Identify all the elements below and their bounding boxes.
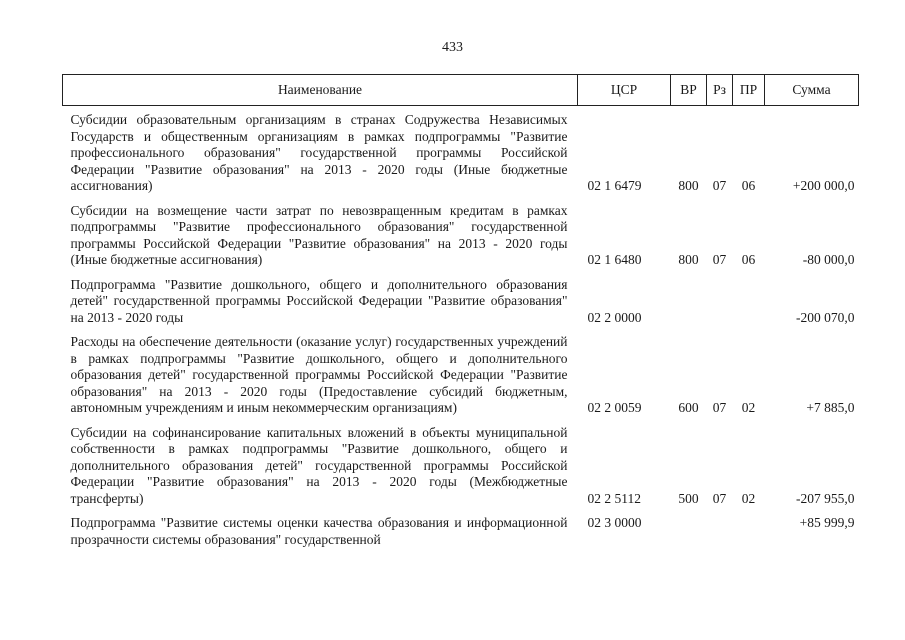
row-name: Субсидии на возмещение части затрат по невозвращенным кредитам в рамках подпрограммы "Развитие профессионального образования" государственной программы Российской Федерации "Развитие образования" на 2013 - 2020 годы (Иные бюджетные ассигнования)	[70, 202, 568, 267]
header-csr: ЦСР	[578, 75, 671, 106]
row-rz: 07	[712, 178, 727, 193]
row-sum: -80 000,0	[802, 252, 855, 267]
row-pr	[733, 273, 765, 331]
page-number: 433	[442, 40, 463, 55]
row-csr: 02 2 0000	[587, 309, 642, 325]
row-rz: 07	[712, 400, 727, 415]
row-vr: 800	[678, 178, 699, 193]
header-rz: Рз	[707, 75, 733, 106]
row-pr: 06	[741, 178, 756, 193]
row-rz: 07	[712, 252, 727, 267]
table-row	[63, 421, 859, 512]
header-sum: Сумма	[765, 75, 859, 106]
row-csr: 02 1 6480	[587, 252, 642, 267]
row-sum: +85 999,9	[799, 515, 855, 530]
row-sum: +200 000,0	[792, 178, 855, 193]
row-rz	[707, 511, 733, 552]
table-header-row	[63, 75, 859, 106]
header-pr: ПР	[733, 75, 765, 106]
header-vr: ВР	[671, 75, 707, 106]
row-csr: 02 2 5112	[587, 490, 641, 506]
table-row	[63, 511, 859, 552]
row-pr: 02	[741, 490, 756, 506]
row-csr: 02 1 6479	[587, 178, 642, 193]
row-sum: -207 955,0	[796, 490, 855, 506]
row-pr: 06	[741, 252, 756, 267]
row-pr: 02	[741, 400, 756, 415]
header-name: Наименование	[63, 75, 578, 106]
row-name: Субсидии на софинансирование капитальных вложений в объекты муниципальной собственности в рамках подпрограммы "Развитие дошкольного, общего и дополнительного образования детей" государственной программы Российской Федерации "Развитие образования" на 2013 - 2020 годы (Межбюджетные трансферты)	[70, 424, 568, 506]
table-row	[63, 330, 859, 421]
row-vr: 800	[678, 252, 699, 267]
row-rz	[707, 273, 733, 331]
row-vr: 500	[678, 490, 699, 506]
row-vr	[671, 511, 707, 552]
row-vr	[671, 273, 707, 331]
budget-table	[62, 74, 859, 552]
table-row	[63, 199, 859, 273]
row-name: Подпрограмма "Развитие системы оценки качества образования и информационной прозрачности системы образования" государственной	[70, 515, 568, 547]
table-row	[63, 273, 859, 331]
row-rz: 07	[712, 490, 727, 506]
row-csr: 02 3 0000	[587, 515, 642, 530]
row-name: Расходы на обеспечение деятельности (оказание услуг) государственных учреждений в рамках подпрограммы "Развитие дошкольного, общего и дополнительного образования детей" государственной программы Российской Федерации "Развитие образования" на 2013 - 2020 годы (Предоставление субсидий бюджетным, автономным учреждениям и иным некоммерческим организациям)	[70, 334, 568, 415]
row-pr	[733, 511, 765, 552]
row-sum: -200 070,0	[796, 309, 855, 325]
row-name: Субсидии образовательным организациям в странах Содружества Независимых Государств и общественным организациям в рамках подпрограммы "Развитие профессионального образования" государственной программы Российской Федерации "Развитие образования" на 2013 - 2020 годы (Иные бюджетные ассигнования)	[70, 112, 568, 193]
row-name: Подпрограмма "Развитие дошкольного, общего и дополнительного образования детей" государственной программы Российской Федерации "Развитие образования" на 2013 - 2020 годы	[70, 276, 568, 325]
table-row	[63, 106, 859, 199]
row-vr: 600	[678, 400, 699, 415]
row-sum: +7 885,0	[806, 400, 855, 415]
row-csr: 02 2 0059	[587, 400, 642, 415]
